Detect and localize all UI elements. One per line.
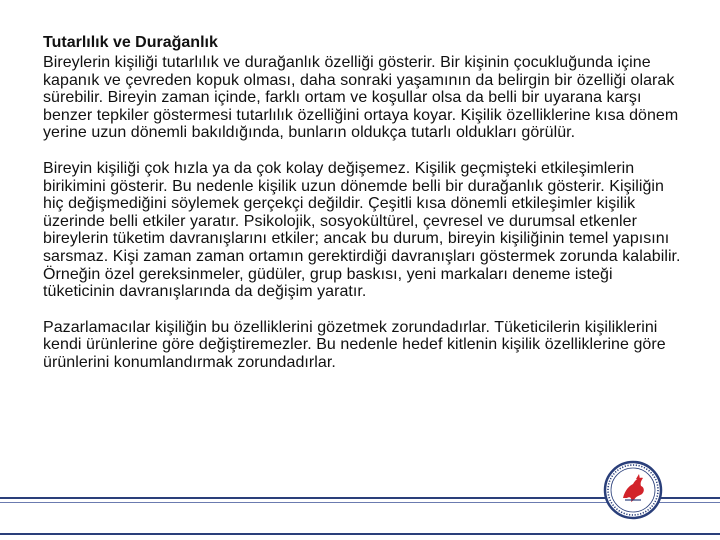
- footer-divider-bottom: [0, 533, 720, 535]
- university-seal-icon: [603, 460, 663, 520]
- slide-content: [43, 34, 683, 372]
- paragraph-2: Bireyin kişiliği çok hızla ya da çok kolay değişemez. Kişilik geçmişteki etkileşimlerin birikimini gösterir. Bu nedenle kişilik uzun dönemde belli bir durağanlık gösterir. Kişiliğin hiç değişmediğini söylemek gerçekçi değildir. Çeşitli kısa dönemli etkileşimler kişilik üzerinde belli etkiler yaratır. Psikolojik, sosyokültürel, çevresel ve durumsal etkenler bireylerin tüketim davranışlarını etkiler; ancak bu durum, bireyin kişiliğinin temel yapısını sarsmaz. Kişi zaman zaman ortamın gerektirdiği davranışları göstermek zorunda kalabilir. Örneğin özel gereksinmeler, güdüler, grup baskısı, yeni markaları deneme isteği tüketicinin davranışlarında da değişim yaratır.: [43, 159, 681, 301]
- slide-title: Tutarlılık ve Durağanlık: [43, 34, 218, 51]
- paragraph-3: Pazarlamacılar kişiliğin bu özelliklerini gözetmek zorundadırlar. Tüketicilerin kişiliklerini kendi ürünlerine göre değiştiremezler. Bu nedenle hedef kitlenin kişilik özelliklerine göre ürünlerini konumlandırmak zorundadırlar.: [43, 318, 666, 371]
- paragraph-1: Bireylerin kişiliği tutarlılık ve durağanlık özelliği gösterir. Bir kişinin çocukluğunda içine kapanık ve çevreden kopuk olması, daha sonraki yaşamının da belirgin bir özelliği olarak sürebilir. Bireyin zaman içinde, farklı ortam ve koşullar olsa da belli bir uyarana karşı benzer tepkiler göstermesi tutarlılık özelliğini ortaya koyar. Kişilik özelliklerine kısa dönem yerine uzun dönemli bakıldığında, bunların oldukça tutarlı oldukları görülür.: [43, 54, 679, 142]
